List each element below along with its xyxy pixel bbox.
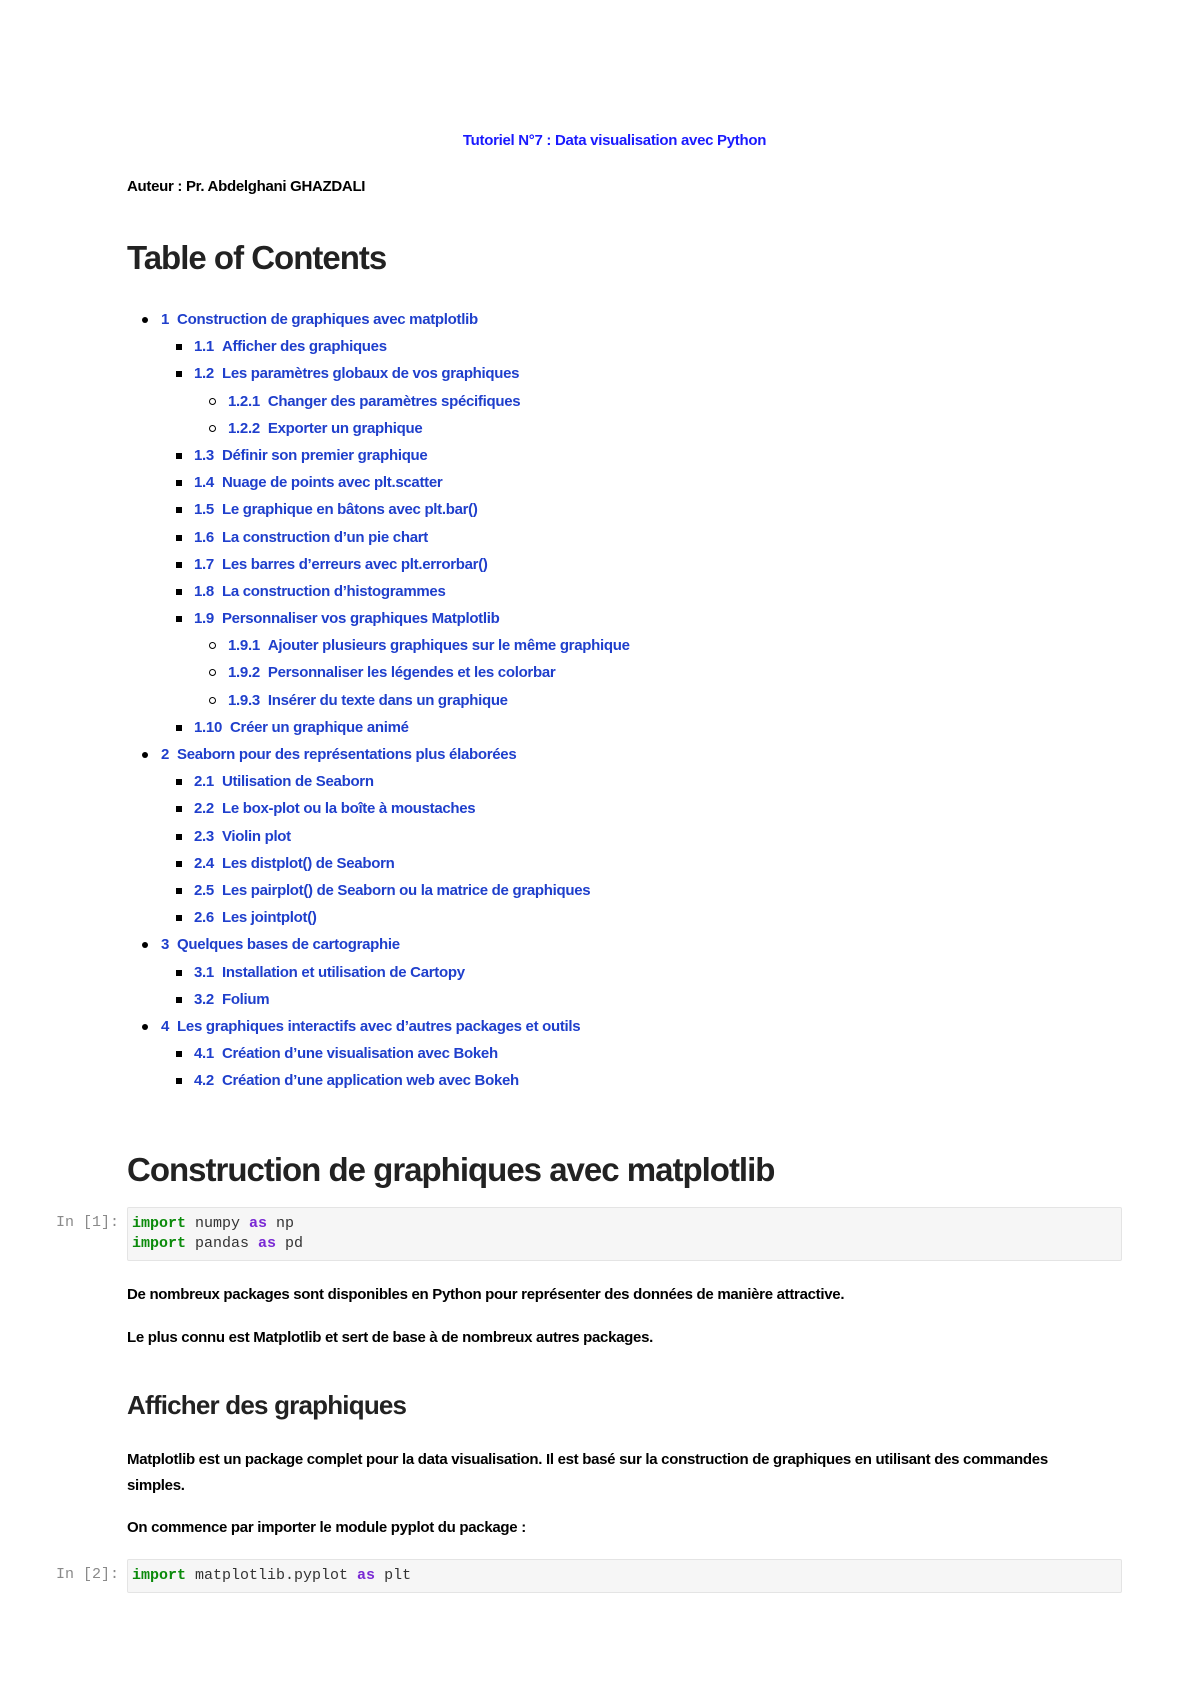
table-of-contents bbox=[127, 306, 630, 1094]
toc-label: Afficher des graphiques bbox=[221, 338, 387, 356]
toc-item bbox=[127, 1067, 630, 1094]
toc-label: La construction d’histogrammes bbox=[221, 582, 446, 600]
toc-item bbox=[127, 442, 630, 469]
toc-number: 3.1 bbox=[194, 963, 214, 981]
code-module: matplotlib.pyplot bbox=[186, 1567, 358, 1584]
toc-link[interactable] bbox=[194, 610, 499, 627]
toc-link[interactable] bbox=[194, 583, 446, 600]
toc-label: Création d’une visualisation avec Bokeh bbox=[221, 1045, 498, 1063]
toc-item bbox=[127, 959, 630, 986]
toc-link[interactable] bbox=[161, 311, 478, 328]
code-module: pandas bbox=[186, 1235, 259, 1252]
paragraph: Le plus connu est Matplotlib et sert de base à de nombreux autres packages. bbox=[127, 1329, 653, 1346]
toc-link[interactable] bbox=[194, 365, 519, 382]
toc-number: 4 bbox=[161, 1017, 170, 1035]
code-operator: as bbox=[357, 1567, 376, 1584]
toc-label: Les graphiques interactifs avec d’autres packages et outils bbox=[177, 1017, 581, 1035]
toc-link[interactable] bbox=[194, 1072, 519, 1089]
toc-item bbox=[127, 687, 630, 714]
toc-label: Insérer du texte dans un graphique bbox=[267, 691, 508, 709]
toc-link[interactable] bbox=[194, 991, 269, 1008]
toc-label: Seaborn pour des représentations plus élaborées bbox=[177, 746, 517, 763]
cell-prompt: In [1]: bbox=[55, 1214, 119, 1231]
toc-link[interactable] bbox=[194, 773, 374, 790]
code-editor[interactable] bbox=[127, 1207, 1122, 1261]
toc-item bbox=[127, 741, 630, 768]
toc-number: 1.9.2 bbox=[228, 664, 260, 682]
toc-item bbox=[127, 605, 630, 632]
toc-item bbox=[127, 877, 630, 904]
toc-item bbox=[127, 823, 630, 850]
toc-item bbox=[127, 578, 630, 605]
toc-link[interactable] bbox=[194, 828, 291, 845]
toc-number: 2 bbox=[161, 746, 170, 763]
toc-label: Les paramètres globaux de vos graphiques bbox=[221, 365, 520, 383]
toc-title: Table of Contents bbox=[127, 239, 387, 276]
toc-item bbox=[127, 496, 630, 523]
toc-number: 1.1 bbox=[194, 338, 214, 356]
toc-label: Les distplot() de Seaborn bbox=[221, 854, 395, 872]
toc-item bbox=[127, 768, 630, 795]
toc-item bbox=[127, 306, 630, 333]
toc-item bbox=[127, 360, 630, 387]
toc-label: La construction d’un pie chart bbox=[221, 528, 428, 546]
toc-item bbox=[127, 388, 630, 415]
toc-item bbox=[127, 795, 630, 822]
toc-label: Installation et utilisation de Cartopy bbox=[221, 963, 465, 981]
code-operator: as bbox=[249, 1215, 268, 1232]
toc-label: Exporter un graphique bbox=[267, 419, 423, 437]
toc-number: 1.8 bbox=[194, 582, 214, 600]
toc-link[interactable] bbox=[194, 882, 590, 899]
code-keyword: import bbox=[132, 1235, 187, 1252]
toc-number: 2.1 bbox=[194, 773, 214, 791]
toc-link[interactable] bbox=[194, 855, 394, 872]
toc-item bbox=[127, 850, 630, 877]
toc-link[interactable] bbox=[228, 637, 630, 654]
toc-label: Nuage de points avec plt.scatter bbox=[221, 474, 443, 492]
toc-link[interactable] bbox=[194, 1045, 498, 1062]
toc-link[interactable] bbox=[194, 719, 409, 736]
author-line: Auteur : Pr. Abdelghani GHAZDALI bbox=[127, 178, 366, 195]
toc-link[interactable] bbox=[161, 936, 400, 953]
code-cell-1[interactable] bbox=[55, 1207, 1122, 1261]
toc-label: Utilisation de Seaborn bbox=[221, 773, 374, 791]
toc-item bbox=[127, 1040, 630, 1067]
toc-link[interactable] bbox=[194, 964, 465, 981]
toc-link[interactable] bbox=[228, 664, 555, 681]
toc-item bbox=[127, 551, 630, 578]
toc-link[interactable] bbox=[194, 474, 442, 491]
cell-prompt: In [2]: bbox=[55, 1566, 119, 1583]
toc-number: 1.3 bbox=[194, 446, 214, 464]
code-module: numpy bbox=[186, 1215, 250, 1232]
toc-number: 1.2.1 bbox=[228, 392, 260, 410]
toc-number: 3.2 bbox=[194, 990, 214, 1008]
toc-label: Les jointplot() bbox=[221, 909, 317, 927]
toc-label: Créer un graphique animé bbox=[230, 718, 409, 736]
toc-number: 1.9.3 bbox=[228, 691, 260, 709]
toc-number: 1.4 bbox=[194, 474, 214, 492]
code-alias: plt bbox=[375, 1567, 412, 1584]
toc-number: 1.9 bbox=[194, 610, 214, 628]
toc-number: 1.2 bbox=[194, 365, 214, 383]
toc-number: 1 bbox=[161, 311, 170, 328]
toc-number: 1.7 bbox=[194, 555, 214, 573]
code-alias: pd bbox=[276, 1235, 304, 1252]
toc-number: 2.6 bbox=[194, 909, 214, 927]
toc-item bbox=[127, 524, 630, 551]
code-keyword: import bbox=[132, 1567, 187, 1584]
toc-item bbox=[127, 714, 630, 741]
toc-number: 1.9.1 bbox=[228, 637, 260, 655]
toc-link[interactable] bbox=[228, 692, 508, 709]
toc-item bbox=[127, 904, 630, 931]
paragraph: Matplotlib est un package complet pour la data visualisation. Il est basé sur la construction de graphiques en utilisant des commandes simples. bbox=[127, 1451, 1048, 1494]
toc-label: Création d’une application web avec Bokeh bbox=[221, 1072, 519, 1090]
toc-label: Le box-plot ou la boîte à moustaches bbox=[221, 800, 476, 818]
paragraph: De nombreux packages sont disponibles en Python pour représenter des données de manière attractive. bbox=[127, 1286, 845, 1303]
code-editor[interactable] bbox=[127, 1559, 1122, 1593]
toc-label: Personnaliser vos graphiques Matplotlib bbox=[221, 610, 500, 628]
toc-item bbox=[127, 931, 630, 958]
code-operator: as bbox=[258, 1235, 277, 1252]
toc-label: Définir son premier graphique bbox=[221, 446, 428, 464]
code-cell-2[interactable] bbox=[55, 1559, 1122, 1593]
toc-item bbox=[127, 415, 630, 442]
toc-label: Ajouter plusieurs graphiques sur le même graphique bbox=[267, 637, 630, 655]
toc-link[interactable] bbox=[161, 1018, 580, 1035]
toc-link[interactable] bbox=[194, 556, 488, 573]
toc-item bbox=[127, 469, 630, 496]
toc-label: Les barres d’erreurs avec plt.errorbar() bbox=[221, 555, 488, 573]
toc-number: 1.6 bbox=[194, 528, 214, 546]
toc-label: Changer des paramètres spécifiques bbox=[267, 392, 521, 410]
toc-link[interactable] bbox=[228, 420, 422, 437]
toc-item bbox=[127, 632, 630, 659]
toc-item bbox=[127, 1013, 630, 1040]
toc-label: Construction de graphiques avec matplotlib bbox=[177, 311, 478, 328]
toc-link[interactable] bbox=[194, 338, 387, 355]
toc-item bbox=[127, 986, 630, 1013]
tutorial-title[interactable]: Tutoriel N°7 : Data visualisation avec Python bbox=[462, 132, 767, 149]
toc-number: 1.10 bbox=[194, 718, 222, 736]
toc-number: 4.1 bbox=[194, 1045, 214, 1063]
toc-link[interactable] bbox=[194, 447, 427, 464]
toc-link[interactable] bbox=[194, 529, 428, 546]
paragraph: On commence par importer le module pyplot du package : bbox=[127, 1519, 526, 1536]
toc-label: Personnaliser les légendes et les colorbar bbox=[267, 664, 556, 682]
toc-number: 2.2 bbox=[194, 800, 214, 818]
toc-number: 2.3 bbox=[194, 827, 214, 845]
toc-label: Le graphique en bâtons avec plt.bar() bbox=[221, 501, 478, 519]
toc-number: 1.5 bbox=[194, 501, 214, 519]
code-alias: np bbox=[267, 1215, 295, 1232]
toc-link[interactable] bbox=[228, 393, 520, 410]
toc-label: Les pairplot() de Seaborn ou la matrice de graphiques bbox=[221, 881, 591, 899]
section-title: Construction de graphiques avec matplotlib bbox=[127, 1151, 775, 1188]
toc-link[interactable] bbox=[194, 501, 478, 518]
toc-number: 1.2.2 bbox=[228, 419, 260, 437]
toc-label: Quelques bases de cartographie bbox=[177, 936, 400, 954]
code-keyword: import bbox=[132, 1215, 187, 1232]
toc-link[interactable] bbox=[161, 746, 516, 763]
toc-number: 3 bbox=[161, 936, 170, 954]
toc-label: Violin plot bbox=[221, 827, 291, 845]
toc-link[interactable] bbox=[194, 800, 475, 817]
subsection-title: Afficher des graphiques bbox=[127, 1390, 407, 1420]
toc-number: 2.5 bbox=[194, 881, 214, 899]
toc-number: 2.4 bbox=[194, 854, 214, 872]
toc-number: 4.2 bbox=[194, 1072, 214, 1090]
toc-label: Folium bbox=[221, 990, 270, 1008]
toc-item bbox=[127, 333, 630, 360]
toc-item bbox=[127, 659, 630, 686]
toc-link[interactable] bbox=[194, 909, 317, 926]
